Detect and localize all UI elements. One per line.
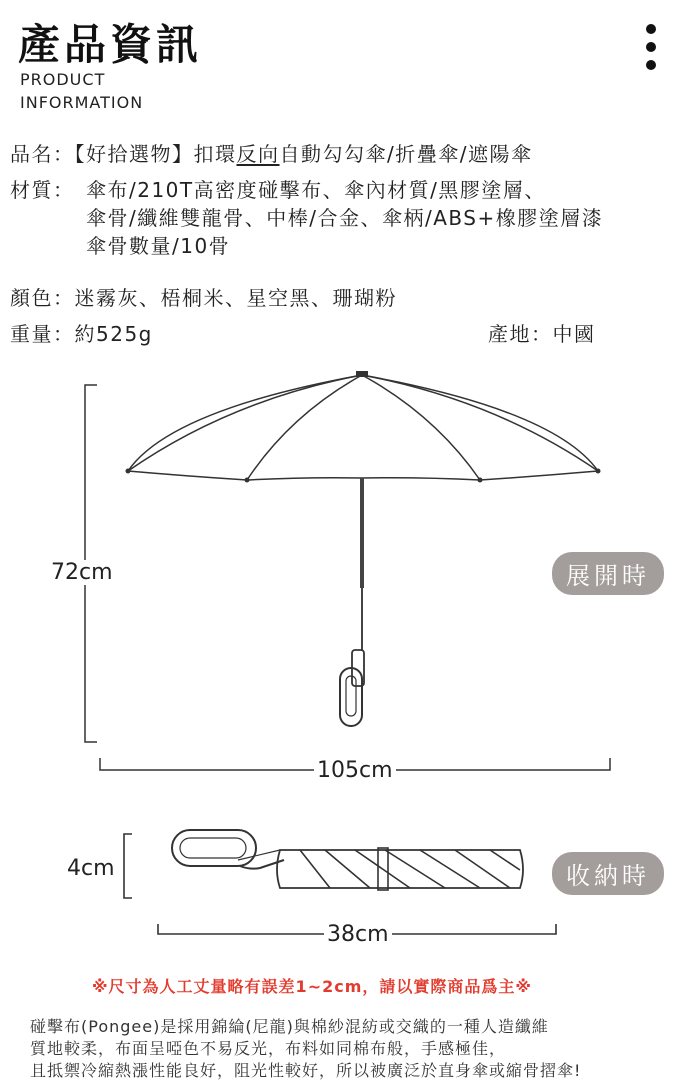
more-menu-icon[interactable] <box>646 24 658 78</box>
footer-line-2: 質地較柔，布面呈啞色不易反光，布料如同棉布般，手感極佳， <box>30 1039 507 1058</box>
open-height-label: 72cm <box>48 560 116 585</box>
origin-value: 中國 <box>552 322 596 346</box>
material-line-3: 傘骨數量/10骨 <box>86 234 231 258</box>
material-line-1: 傘布/210T高密度碰擊布、傘內材質/黑膠塗層、 <box>86 178 546 202</box>
canopy-top <box>128 375 598 471</box>
page-title: 產品資訊 <box>18 20 203 69</box>
folded-height-label: 4cm <box>64 856 118 881</box>
product-name-value-underlined: 反向 <box>236 142 280 166</box>
measurement-note: ※尺寸為人工丈量略有誤差1~2cm，請以實際商品爲主※ <box>92 977 532 996</box>
folded-state-badge: 收納時 <box>552 852 664 895</box>
material-line-2: 傘骨/纖維雙龍骨、中棒/合金、傘柄/ABS+橡膠塗層漆 <box>86 206 604 230</box>
folded-height-bracket <box>124 834 132 898</box>
product-name-label: 品名： <box>10 142 75 166</box>
product-name-value-b: 自動勾勾傘/折疊傘/遮陽傘 <box>279 142 533 166</box>
color-value: 迷霧灰、梧桐米、星空黑、珊瑚粉 <box>74 286 397 310</box>
color-label: 顏色： <box>10 286 75 310</box>
footer-line-3: 且抵禦冷縮熱漲性能良好，阻光性較好，所以被廣泛於直身傘或縮骨摺傘! <box>30 1061 582 1080</box>
weight-value: 約525g <box>74 322 153 346</box>
product-name-value-a: 【好拾選物】扣環 <box>74 142 237 166</box>
folded-length-label: 38cm <box>324 922 392 947</box>
product-name-row <box>10 138 532 167</box>
origin-row <box>488 318 596 347</box>
weight-label: 重量： <box>10 322 75 346</box>
footer-line-1: 碰擊布(Pongee)是採用錦綸(尼龍)與棉紗混紡或交織的一種人造纖維 <box>30 1017 549 1036</box>
subtitle-information: INFORMATION <box>20 93 144 112</box>
color-row <box>10 282 397 311</box>
material-label: 材質： <box>10 178 75 202</box>
open-state-badge: 展開時 <box>552 552 664 595</box>
subtitle-product: PRODUCT <box>20 70 106 89</box>
open-width-label: 105cm <box>314 758 396 783</box>
origin-label: 產地： <box>488 322 553 346</box>
weight-row <box>10 318 153 347</box>
